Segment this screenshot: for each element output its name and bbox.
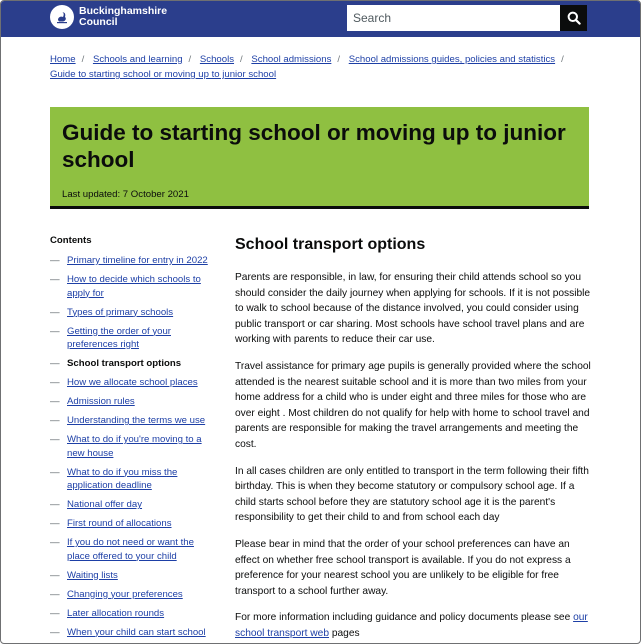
contents-link[interactable]: When your child can start school <box>67 626 206 638</box>
paragraph-preferences: Please bear in mind that the order of your school preferences can have an effect on whether free school transport is available. If you do not express a preference for your nearest school you are unlikely to be eligible for free transport to a school further away. <box>235 538 571 597</box>
breadcrumb-schools[interactable]: Schools <box>199 54 235 65</box>
contents-link[interactable]: Changing your preferences <box>67 588 183 600</box>
contents-nav <box>50 235 215 644</box>
contents-list <box>50 254 215 639</box>
logo-line-2: Council <box>79 16 118 28</box>
dash-marker: — <box>50 396 60 407</box>
contents-link[interactable]: What to do if you're moving to a new house <box>67 434 202 459</box>
contents-link[interactable]: Types of primary schools <box>67 306 174 318</box>
contents-link[interactable]: Admission rules <box>67 396 135 407</box>
dash-marker: — <box>50 306 60 318</box>
contents-link[interactable]: First round of allocations <box>67 518 172 529</box>
breadcrumb-admissions-guides[interactable]: School admissions guides, policies and statistics <box>348 54 556 65</box>
contents-item[interactable] <box>50 517 215 531</box>
contents-link[interactable]: How we allocate school places <box>67 377 198 388</box>
contents-link[interactable]: Getting the order of your preferences right <box>67 325 171 350</box>
dash-marker: — <box>50 415 60 426</box>
contents-item[interactable] <box>50 498 215 512</box>
last-updated: Last updated: 7 October 2021 <box>62 189 189 200</box>
contents-link[interactable]: If you do not need or want the place offered to your child <box>67 537 194 562</box>
contents-link[interactable]: How to decide which schools to apply for <box>67 274 201 299</box>
dash-marker: — <box>50 274 60 285</box>
contents-item[interactable] <box>50 254 215 268</box>
breadcrumb-schools-and-learning[interactable]: Schools and learning <box>92 54 183 65</box>
dash-marker: — <box>50 499 60 510</box>
contents-item[interactable] <box>50 607 215 621</box>
contents-link[interactable]: Later allocation rounds <box>67 607 165 619</box>
breadcrumb-school-admissions[interactable]: School admissions <box>251 54 332 65</box>
logo-line-1: Buckinghamshire <box>79 5 168 17</box>
contents-item[interactable] <box>50 414 215 428</box>
search-input[interactable] <box>347 5 560 31</box>
contents-item[interactable] <box>50 306 215 320</box>
dash-marker: — <box>50 626 60 638</box>
dash-marker: — <box>50 377 60 388</box>
dash-marker: — <box>50 358 60 369</box>
paragraph-responsibility: Parents are responsible, in law, for ensuring their child attends school so you should consider the daily journey when applying for schools. If it is not possible to walk to school because of the distance involved, you could consider using public transport or car sharing. Most schools have school travel plans and are working with parents to reduce their car use. <box>235 272 591 346</box>
contents-item[interactable] <box>50 588 215 602</box>
contents-item[interactable] <box>50 395 215 409</box>
dash-marker: — <box>50 569 60 581</box>
contents-item[interactable] <box>50 376 215 390</box>
paragraph-entitlement: In all cases children are only entitled to transport in the term following their fifth birthday. This is when they become statutory or compulsory school age. If a child starts school before they are statutory school age it is the parent's responsibility to get their child to and from school each day <box>235 465 589 524</box>
contents-item[interactable] <box>50 466 215 493</box>
search-button[interactable] <box>560 5 587 31</box>
dash-marker: — <box>50 537 60 548</box>
paragraph-travel-assistance: Travel assistance for primary age pupils is generally provided where the school attended is the nearest suitable school and it is more than two miles from your home address for a child who is under eight and three miles for those who are over eight . Most children do not qualify for help with home to school travel and parents are responsible for making the travel arrangements and meeting the cost. <box>235 360 591 450</box>
contents-link[interactable]: National offer day <box>67 499 143 510</box>
contents-link[interactable]: What to do if you miss the application deadline <box>67 466 178 491</box>
breadcrumb: Home / Schools and learning / Schools / School admissions / School admissions guides, policies and statistics / Guide to starting school or moving up to junior school <box>50 54 564 80</box>
search-form <box>347 5 587 31</box>
contents-link[interactable]: Waiting lists <box>67 569 118 581</box>
page-hero <box>50 107 589 209</box>
dash-marker: — <box>50 518 60 529</box>
dash-marker: — <box>50 255 60 266</box>
contents-title: Contents <box>50 235 92 246</box>
contents-item[interactable] <box>50 325 215 352</box>
search-icon <box>567 11 581 25</box>
swan-logo-icon <box>50 5 74 29</box>
site-header <box>1 1 641 37</box>
council-logo[interactable] <box>50 5 167 29</box>
dash-marker: — <box>50 466 60 478</box>
dash-marker: — <box>50 588 60 600</box>
contents-item[interactable] <box>50 569 215 583</box>
contents-item <box>50 357 215 371</box>
logo-text <box>79 6 167 28</box>
contents-current-label: School transport options <box>67 358 182 369</box>
more-info-suffix: pages <box>329 627 360 639</box>
breadcrumb-home[interactable]: Home <box>50 54 76 65</box>
dash-marker: — <box>50 607 60 619</box>
main-content <box>235 235 591 644</box>
page-title: Guide to starting school or moving up to junior school <box>62 120 566 172</box>
section-heading: School transport options <box>235 236 426 253</box>
contents-item[interactable] <box>50 273 215 300</box>
contents-link[interactable]: Primary timeline for entry in 2022 <box>67 255 208 266</box>
dash-marker: — <box>50 434 60 445</box>
contents-item[interactable] <box>50 536 215 563</box>
contents-item[interactable] <box>50 433 215 460</box>
dash-marker: — <box>50 325 60 337</box>
contents-link[interactable]: Understanding the terms we use <box>67 415 206 426</box>
breadcrumb-current-guide[interactable]: Guide to starting school or moving up to junior school <box>50 69 277 80</box>
contents-item[interactable] <box>50 626 215 640</box>
paragraph-more-info <box>235 610 591 641</box>
school-transport-link[interactable]: our school transport web <box>235 612 588 639</box>
more-info-text: For more information including guidance and policy documents please see <box>235 612 574 624</box>
